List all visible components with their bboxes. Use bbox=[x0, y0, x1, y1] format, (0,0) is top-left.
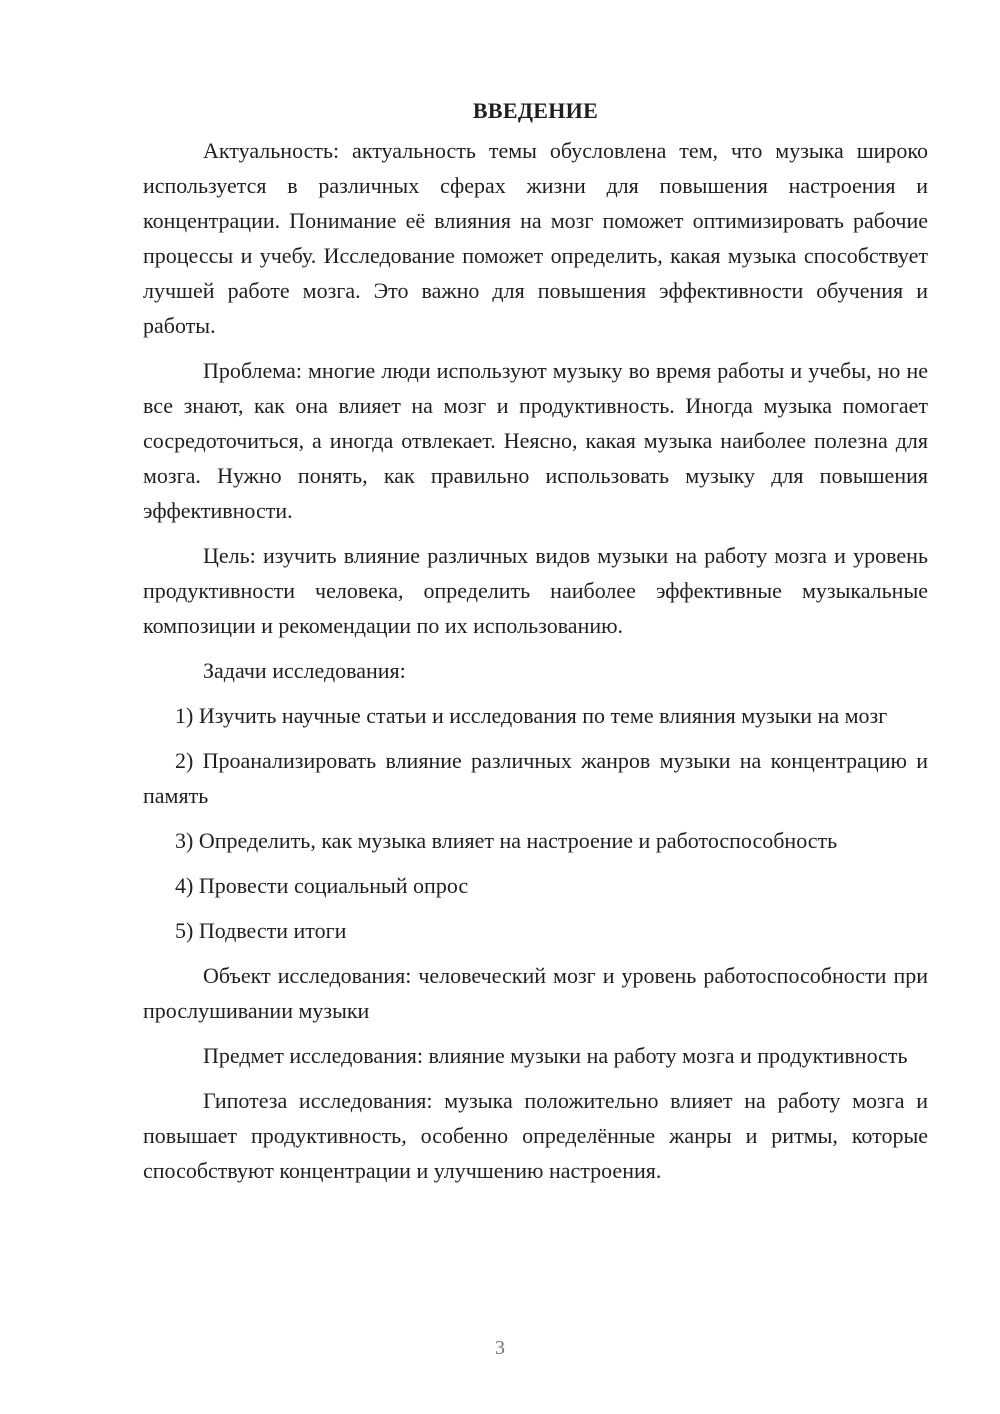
task-item-3: 3) Определить, как музыка влияет на настроение и работоспособность bbox=[175, 828, 838, 853]
task-item-2: 2) Проанализировать влияние различных жанров музыки на концентрацию и память bbox=[143, 748, 928, 808]
task-item-4: 4) Провести социальный опрос bbox=[175, 873, 469, 898]
page-number: 3 bbox=[495, 1337, 505, 1359]
task-item-5: 5) Подвести итоги bbox=[175, 918, 347, 943]
subject-paragraph: Предмет исследования: влияние музыки на работу мозга и продуктивность bbox=[203, 1043, 908, 1068]
goal-paragraph: Цель: изучить влияние различных видов музыки на работу мозга и уровень продуктивности человека, определить наиболее эффективные музыкальные композиции и рекомендации по их использованию. bbox=[143, 543, 928, 638]
task-item-1: 1) Изучить научные статьи и исследования по теме влияния музыки на мозг bbox=[175, 703, 888, 728]
page-content bbox=[143, 93, 928, 1198]
hypothesis-paragraph: Гипотеза исследования: музыка положительно влияет на работу мозга и повышает продуктивность, особенно определённые жанры и ритмы, которые способствуют концентрации и улучшению настроения. bbox=[143, 1088, 928, 1183]
section-title: ВВЕДЕНИЕ bbox=[472, 98, 599, 123]
tasks-heading: Задачи исследования: bbox=[203, 658, 406, 683]
problem-paragraph: Проблема: многие люди используют музыку во время работы и учебы, но не все знают, как она влияет на мозг и продуктивность. Иногда музыка помогает сосредоточиться, а иногда отвлекает. Неясно, какая музыка наиболее полезна для мозга. Нужно понять, как правильно использовать музыку для повышения эффективности. bbox=[143, 358, 928, 523]
object-paragraph: Объект исследования: человеческий мозг и уровень работоспособности при прослушивании музыки bbox=[143, 963, 928, 1023]
relevance-paragraph: Актуальность: актуальность темы обусловлена тем, что музыка широко используется в различных сферах жизни для повышения настроения и концентрации. Понимание её влияния на мозг поможет оптимизировать рабочие процессы и учебу. Исследование поможет определить, какая музыка способствует лучшей работе мозга. Это важно для повышения эффективности обучения и работы. bbox=[143, 138, 928, 338]
